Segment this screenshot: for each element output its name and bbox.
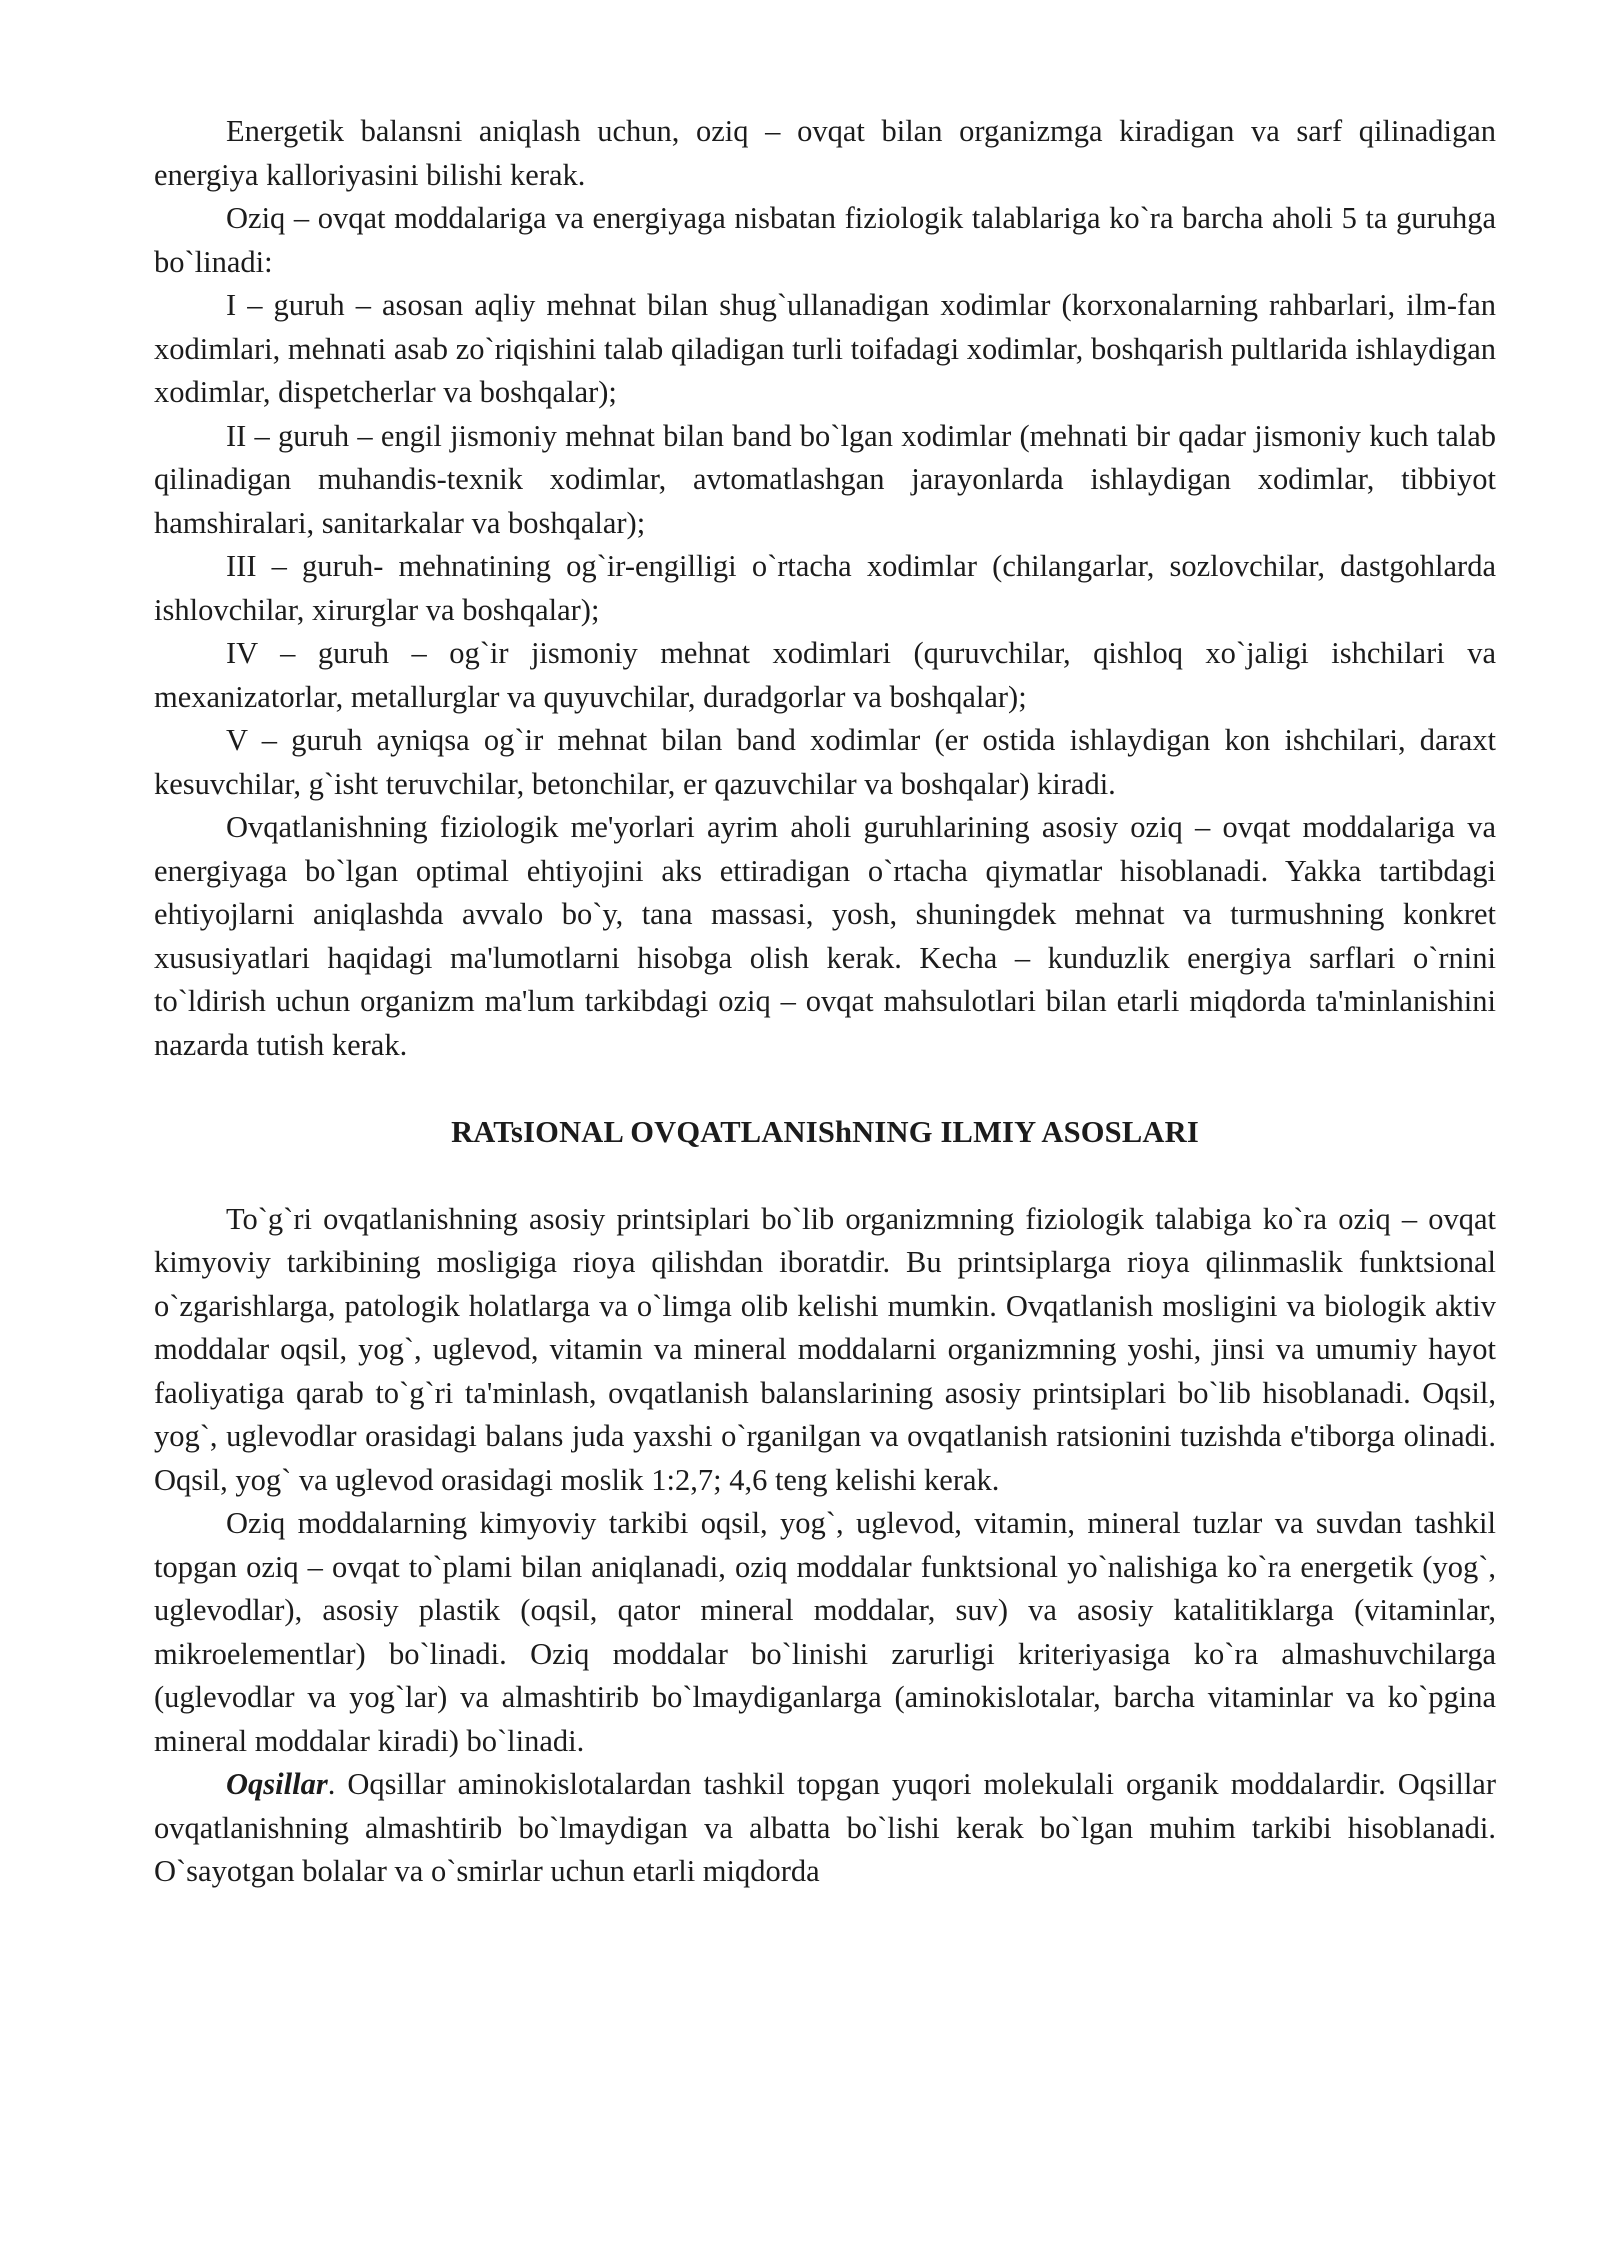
paragraph-energy-balance: Energetik balansni aniqlash uchun, oziq – ovqat bilan organizmga kiradigan va sarf qilinadigan energiya kalloriyasini bilishi kerak.: [154, 114, 1496, 192]
section-heading: RATsIONAL OVQATLANIShNING ILMIY ASOSLARI: [451, 1115, 1199, 1149]
paragraph-principles: To`g`ri ovqatlanishning asosiy printsiplari bo`lib organizmning fiziologik talabiga ko`ra oziq – ovqat kimyoviy tarkibining mosligiga rioya qilishdan iboratdir. Bu printsiplarga rioya qilinmaslik funktsional o`zgarishlarga, patologik holatlarga va o`limga olib kelishi mumkin. Ovqatlanish mosligini va biologik aktiv moddalar oqsil, yog`, uglevod, vitamin va mineral moddalarni organizmning yoshi, jinsi va umumiy hayot faoliyatiga qarab to`g`ri ta'minlash, ovqatlanish balanslarining asosiy printsiplari bo`lib hisoblanadi. Oqsil, yog`, uglevodlar orasidagi balans juda yaxshi o`rganilgan va ovqatlanish ratsionini tuzishda e'tiborga olinadi. Oqsil, yog` va uglevod orasidagi moslik 1:2,7; 4,6 teng kelishi kerak.: [154, 1201, 1496, 1497]
paragraph-proteins: [154, 1763, 1496, 1894]
paragraph-group-3: III – guruh- mehnatining og`ir-engilligi o`rtacha xodimlar (chilangarlar, sozlovchilar, dastgohlarda ishlovchilar, xirurglar va boshqalar);: [154, 549, 1496, 627]
paragraph-physiological-norms: Ovqatlanishning fiziologik me'yorlari ayrim aholi guruhlarining asosiy oziq – ovqat moddalariga va energiyaga bo`lgan optimal ehtiyojini aks ettiradigan o`rtacha qiymatlar hisoblanadi. Yakka tartibdagi ehtiyojlarni aniqlashda avvalo bo`y, tana massasi, yosh, shuningdek mehnat va turmushning konkret xususiyatlari haqidagi ma'lumotlarni hisobga olish kerak. Kecha – kunduzlik energiya sarflari o`rnini to`ldirish uchun organizm ma'lum tarkibdagi oziq – ovqat mahsulotlari bilan etarli miqdorda ta'minlanishini nazarda tutish kerak.: [154, 810, 1496, 1062]
paragraph-group-5: V – guruh ayniqsa og`ir mehnat bilan band xodimlar (er ostida ishlaydigan kon ishchilari, daraxt kesuvchilar, g`isht teruvchilar, betonchilar, er qazuvchilar va boshqalar) kiradi.: [154, 723, 1496, 801]
paragraph-group-2: II – guruh – engil jismoniy mehnat bilan band bo`lgan xodimlar (mehnati bir qadar jismoniy kuch talab qilinadigan muhandis-texnik xodimlar, avtomatlashgan jarayonlarda ishlaydigan xodimlar, tibbiyot hamshiralari, sanitarkalar va boshqalar);: [154, 418, 1496, 540]
paragraph-group-4: IV – guruh – og`ir jismoniy mehnat xodimlari (quruvchilar, qishloq xo`jaligi ishchilari va mexanizatorlar, metallurglar va quyuvchilar, duradgorlar va boshqalar);: [154, 636, 1496, 714]
paragraph-proteins-text: . Oqsillar aminokislotalardan tashkil topgan yuqori molekulali organik moddalardir. Oqsillar ovqatlanishning almashtirib bo`lmaydigan va albatta bo`lishi kerak bo`lgan muhim tarkibi hisoblanadi. O`sayotgan bolalar va o`smirlar uchun etarli miqdorda: [154, 1767, 1496, 1888]
paragraph-group-1: I – guruh – asosan aqliy mehnat bilan shug`ullanadigan xodimlar (korxonalarning rahbarlari, ilm-fan xodimlari, mehnati asab zo`riqishini talab qiladigan turli toifadagi xodimlar, boshqarish pultlarida ishlaydigan xodimlar, dispetcherlar va boshqalar);: [154, 288, 1496, 409]
paragraph-chemical-composition: Oziq moddalarning kimyoviy tarkibi oqsil, yog`, uglevod, vitamin, mineral tuzlar va suvdan tashkil topgan oziq – ovqat to`plami bilan aniqlanadi, oziq moddalar funktsional yo`nalishiga ko`ra energetik (yog`, uglevodlar), asosiy plastik (oqsil, qator mineral moddalar, suv) va asosiy katalitiklarga (vitaminlar, mikroelementlar) bo`linadi. Oziq moddalar bo`linishi zarurligi kriteriyasiga ko`ra almashuvchilarga (uglevodlar va yog`lar) va almashtirib bo`lmaydiganlarga (aminokislotalar, barcha vitaminlar va ko`pgina mineral moddalar kiradi) bo`linadi.: [154, 1506, 1496, 1758]
term-proteins: Oqsillar: [226, 1767, 328, 1801]
paragraph-population-groups: Oziq – ovqat moddalariga va energiyaga nisbatan fiziologik talablariga ko`ra barcha aholi 5 ta guruhga bo`linadi:: [154, 201, 1496, 279]
